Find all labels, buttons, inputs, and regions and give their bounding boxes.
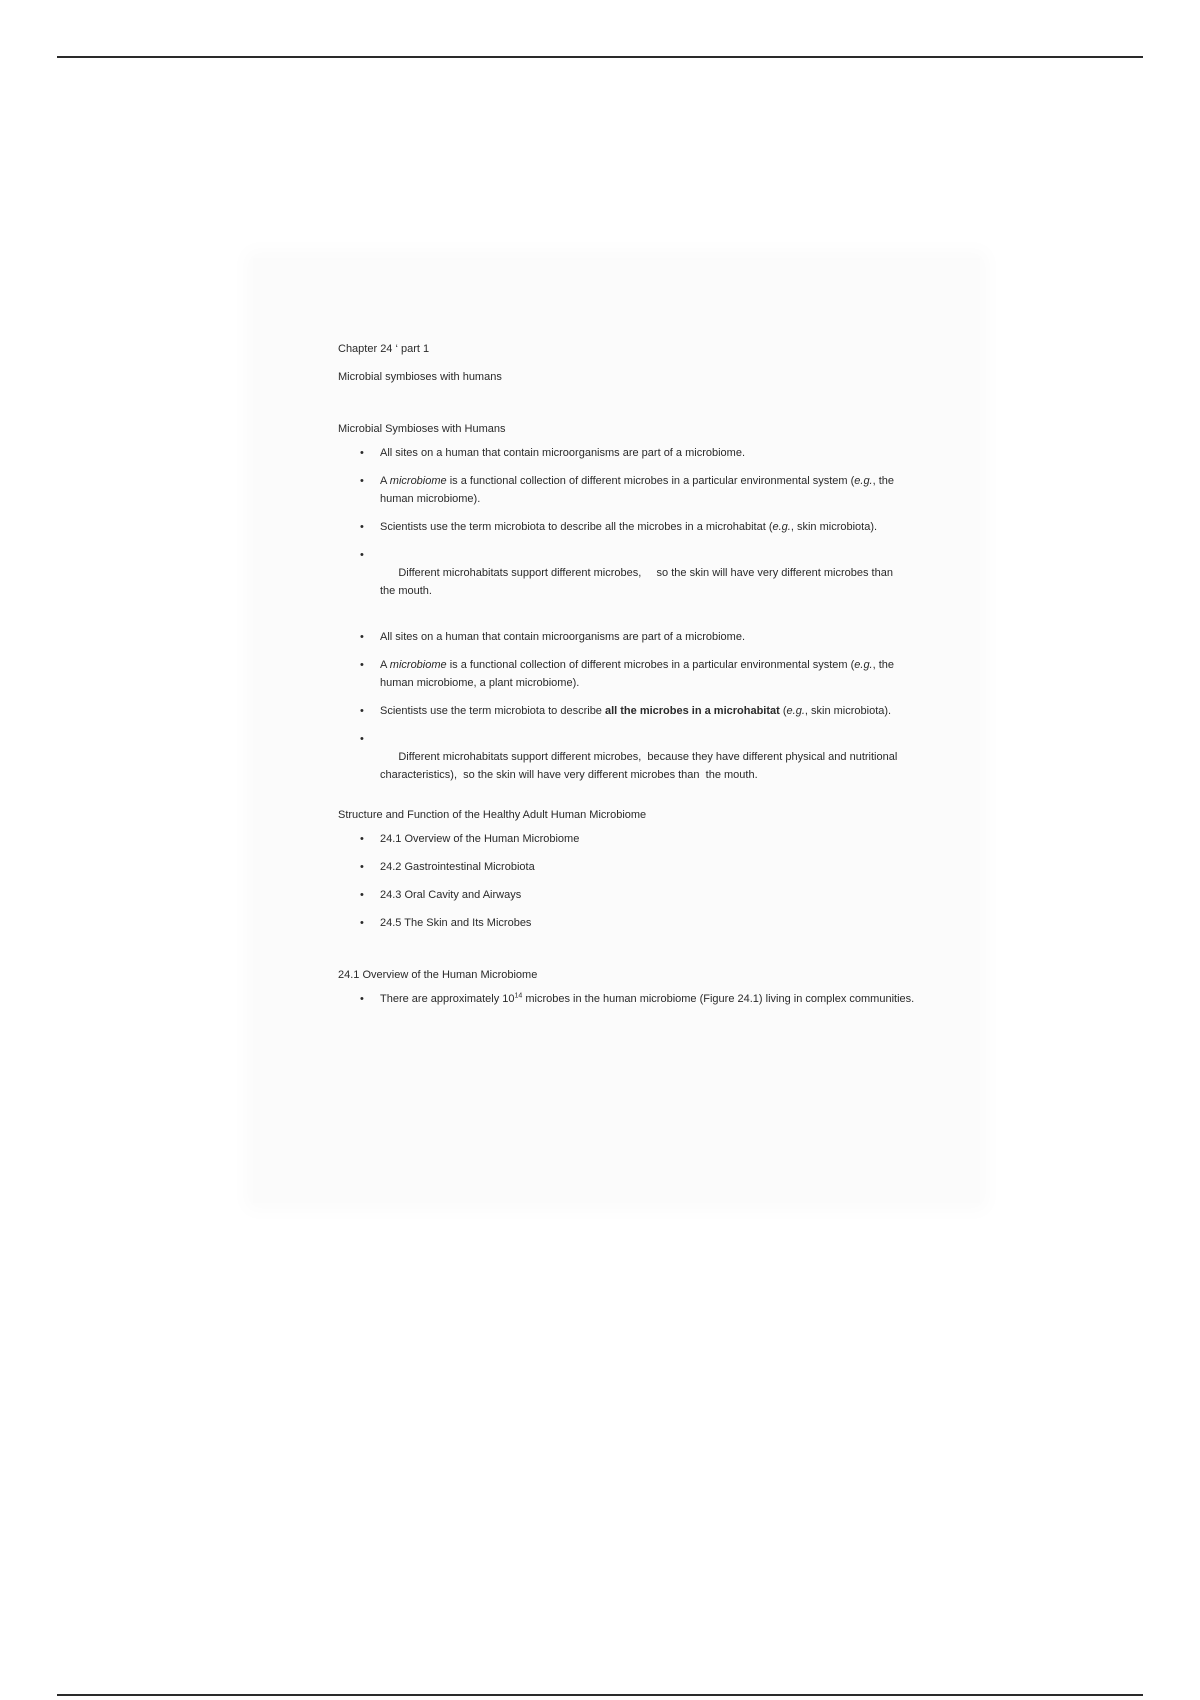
section-toc-list [338,830,918,932]
chapter-subtitle: Microbial symbioses with humans [338,371,502,383]
toc-item: • 24.2 Gastrointestinal Microbiota [338,858,920,876]
top-rule [57,56,1143,58]
symbioses-bullet-list [338,444,918,802]
list-item: • There are approximately $10^{14}$ microbes in the human microbiome (Figure 24.1) living in complex communities. [338,990,920,1008]
bottom-rule [57,1694,1143,1696]
overview-bullet-list [338,990,918,1008]
list-item: • A microbiome is a functional collection of different microbes in a particular environmental system (e.g., the human microbiome, a plant microbiome). [338,656,920,692]
list-item: • A microbiome is a functional collection of different microbes in a particular environmental system (e.g., the human microbiome). [338,472,920,508]
list-item: • All sites on a human that contain microorganisms are part of a microbiome. [338,444,920,462]
section-heading-symbioses: Microbial Symbioses with Humans [338,423,506,435]
section-heading-structure: Structure and Function of the Healthy Adult Human Microbiome [338,809,647,821]
toc-item: • 24.1 Overview of the Human Microbiome [338,830,920,848]
toc-item: • 24.3 Oral Cavity and Airways [338,886,920,904]
toc-item: • 24.5 The Skin and Its Microbes [338,914,920,932]
section-heading-overview: 24.1 Overview of the Human Microbiome [338,969,538,981]
chapter-title: Chapter 24 ‘ part 1 [338,343,430,355]
list-item: • Different microhabitats support different microbes, because they have different physical and nutritional characteristics), so the skin will have very different microbes than the mouth. [338,730,920,802]
list-item: • All sites on a human that contain microorganisms are part of a microbiome. [338,628,920,646]
list-item: • Scientists use the term microbiota to describe all the microbes in a microhabitat (e.g., skin microbiota). [338,702,920,720]
page-content [338,340,918,1018]
list-item: • Different microhabitats support different microbes, so the skin will have very different microbes than the mouth. [338,546,920,618]
list-item: • Scientists use the term microbiota to describe all the microbes in a microhabitat (e.g., skin microbiota). [338,518,920,536]
